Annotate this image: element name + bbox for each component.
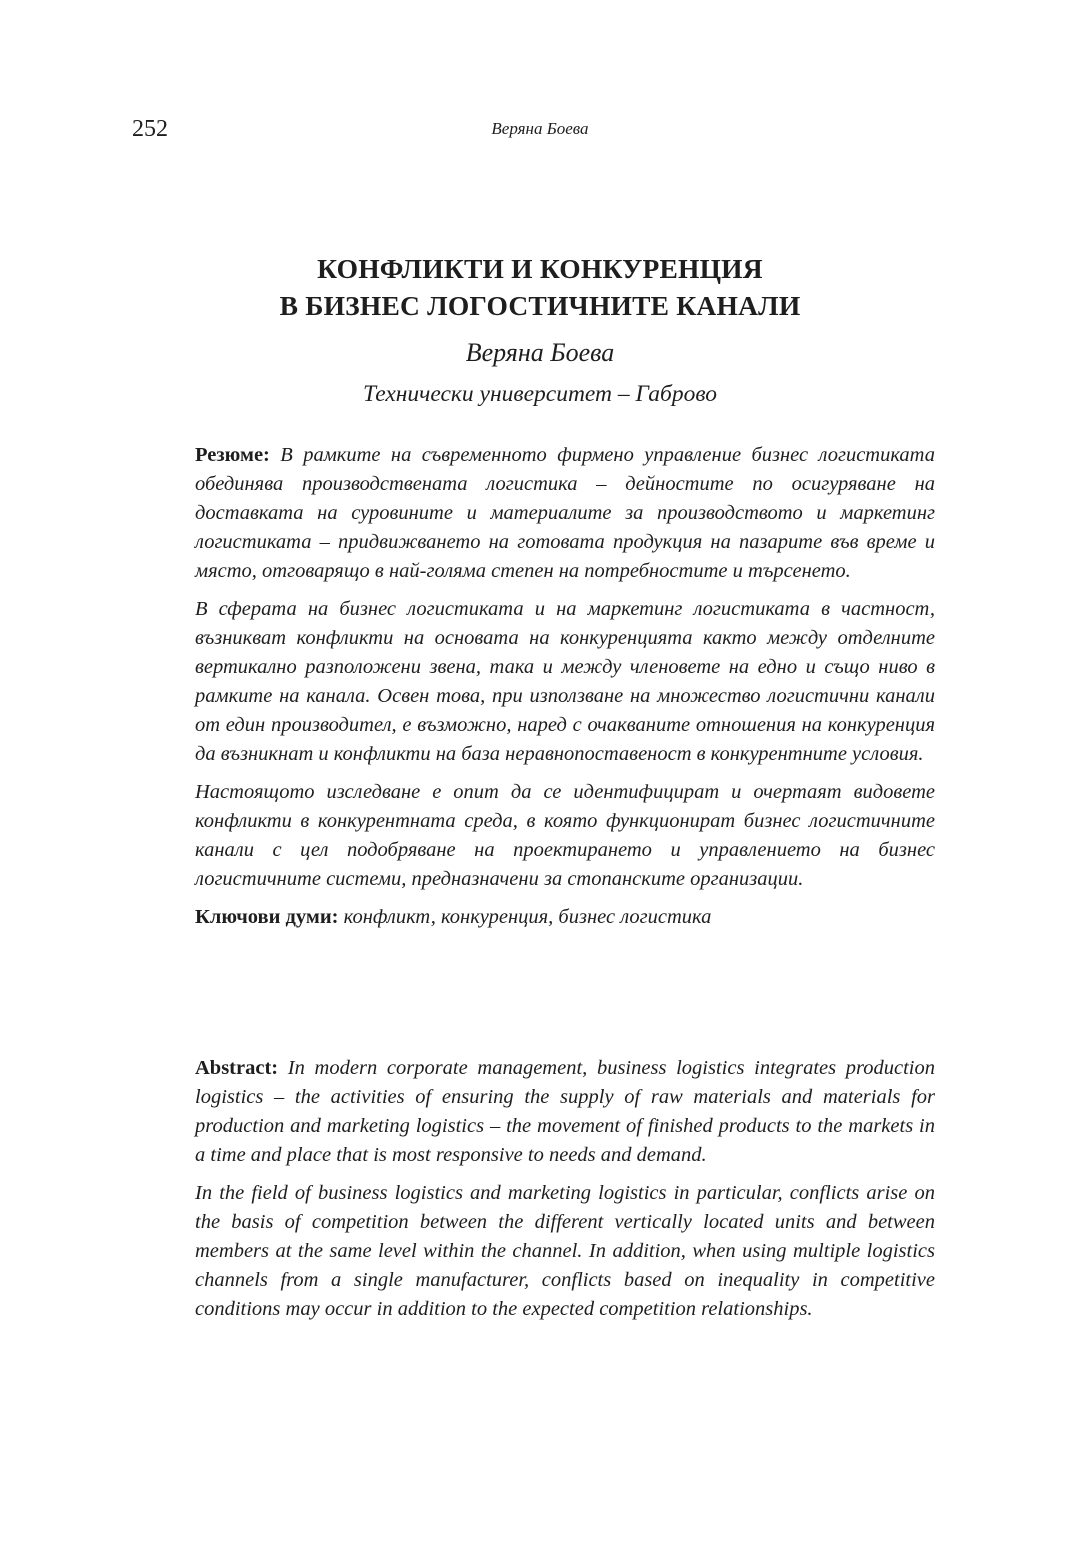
keywords-text: конфликт, конкуренция, бизнес логистика [338, 906, 712, 928]
running-head: Веряна Боева [491, 119, 589, 138]
summary-paragraph-1 [195, 441, 935, 586]
paper-title [0, 250, 1080, 324]
abstract-text-1: In modern corporate management, business logistics integrates production logistics – the activities of ensuring the supply of raw materials and materials for production and marketing logistics – the movement of finished products to the markets in a time and place that is most responsive to needs and demand. [195, 1057, 935, 1166]
abstract-paragraph-2: In the field of business logistics and marketing logistics in particular, conflicts arise on the basis of competition between the different vertically located units and between members at the same level within the channel. In addition, when using multiple logistics channels from a single manufacturer, conflicts based on inequality in competitive conditions may occur in addition to the expected competition relationships. [195, 1182, 935, 1320]
abstract-english [195, 1054, 935, 1333]
abstract-label: Abstract: [195, 1057, 279, 1079]
author-affiliation: Технически университет – Габрово [362, 381, 717, 407]
summary-label: Резюме: [195, 444, 270, 466]
paper-title-line-2: В БИЗНЕС ЛОГОСТИЧНИТЕ КАНАЛИ [279, 290, 801, 321]
summary-text-1: В рамките на съвременното фирмено управление бизнес логистиката обединява производствената логистика – дейностите по осигуряване на доставката на суровините и материалите за производството и маркетинг логистиката – придвижването на готовата продукция на пазарите във време и място, отговарящо в най-голяма степен на потребностите и търсенето. [195, 444, 935, 582]
keywords-paragraph [195, 903, 935, 932]
page-number: 252 [132, 116, 168, 142]
paper-title-line-1: КОНФЛИКТИ И КОНКУРЕНЦИЯ [317, 253, 763, 284]
summary-paragraph-3: Настоящото изследване е опит да се идентифицират и очертаят видовете конфликти в конкурентната среда, в която функционират бизнес логистичните канали с цел подобряване на проектирането и управлението на бизнес логистичните системи, предназначени за стопанските организации. [195, 781, 935, 890]
summary-paragraph-2: В сферата на бизнес логистиката и на маркетинг логистиката в частност, възникват конфликти на основата на конкуренцията както между отделните вертикално разположени звена, така и между членовете на едно и също ниво в рамките на канала. Освен това, при използване на множество логистични канали от един производител, е възможно, наред с очакваните отношения на конкуренция да възникнат и конфликти на база неравнопоставеност в конкурентните условия. [195, 598, 935, 765]
author-name: Веряна Боева [465, 338, 615, 367]
abstract-paragraph-1 [195, 1054, 935, 1170]
keywords-label: Ключови думи: [195, 906, 339, 928]
summary-bulgarian [195, 441, 935, 941]
